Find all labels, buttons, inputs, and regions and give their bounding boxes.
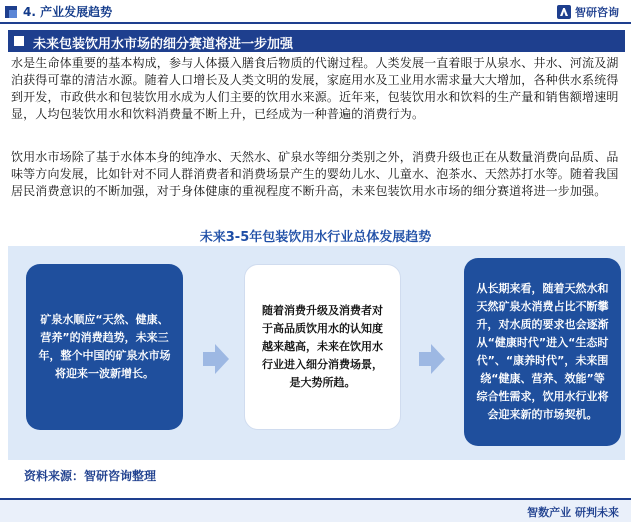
footer-slogan: 智数产业 研判未来 <box>527 506 619 519</box>
section-title: 未来包装饮用水市场的细分赛道将进一步加强 <box>33 37 294 52</box>
trend-box-long-term <box>464 258 621 446</box>
page-header <box>0 0 631 22</box>
logo-text: 智研咨询 <box>575 6 619 19</box>
chevron-right-icon <box>419 344 445 374</box>
paragraph-intro: 水是生命体重要的基本构成，参与人体摄入膳食后物质的代谢过程。人类发展一直着眼于从泉水、井水、河流及湖泊获得可靠的清洁水源。随着人口增长及人类文明的发展，家庭用水及工业用水需求量大大增加，各种供水系统得到开发，市政供水和包装饮用水成为人们主要的饮用水来源。近年来，包装饮用水和饮料的生产量和销售额增速明显，人均包装饮用水和饮料消费量不断上升，已经成为一种普遍的消费行为。 <box>11 56 619 121</box>
header-marker-icon <box>5 6 17 18</box>
source-note: 资料来源：智研咨询整理 <box>24 469 157 483</box>
trend-box-text: 随着消费升级及消费者对于高品质饮用水的认知度越来越高，未来在饮用水行业进入细分消费场景，是大势所趋。 <box>262 304 383 389</box>
section-marker-icon <box>14 36 24 46</box>
brand-logo <box>557 4 619 20</box>
header-title: 4. 产业发展趋势 <box>23 5 113 19</box>
diagram-title: 未来3-5年包装饮用水行业总体发展趋势 <box>199 230 432 245</box>
trend-box-mineral-water <box>26 264 183 430</box>
section-title-bar <box>8 30 625 52</box>
chevron-right-icon <box>203 344 229 374</box>
logo-icon <box>557 5 571 19</box>
trend-box-consumption-upgrade <box>244 264 401 430</box>
trend-box-text: 矿泉水顺应“天然、健康、营养”的消费趋势，未来三年，整个中国的矿泉水市场将迎来一波新增长。 <box>38 313 171 380</box>
paragraph-market: 饮用水市场除了基于水体本身的纯净水、天然水、矿泉水等细分类别之外，消费升级也正在从数量消费向品质、品味等方向发展，比如针对不同人群消费者和消费场景产生的婴幼儿水、儿童水、泡茶水、天然苏打水等。随着我国居民消费意识的不断加强，对于身体健康的重视程度不断升高，未来包装饮用水市场的细分赛道将进一步加强。 <box>11 150 619 198</box>
trend-box-text: 从长期来看，随着天然水和天然矿泉水消费占比不断攀升，对水质的要求也会逐渐从“健康时代”进入“生态时代”、“康养时代”，未来围绕“健康、营养、效能”等综合性需求，饮用水行业将会迎来新的市场契机。 <box>476 282 609 421</box>
header-divider <box>0 22 631 24</box>
